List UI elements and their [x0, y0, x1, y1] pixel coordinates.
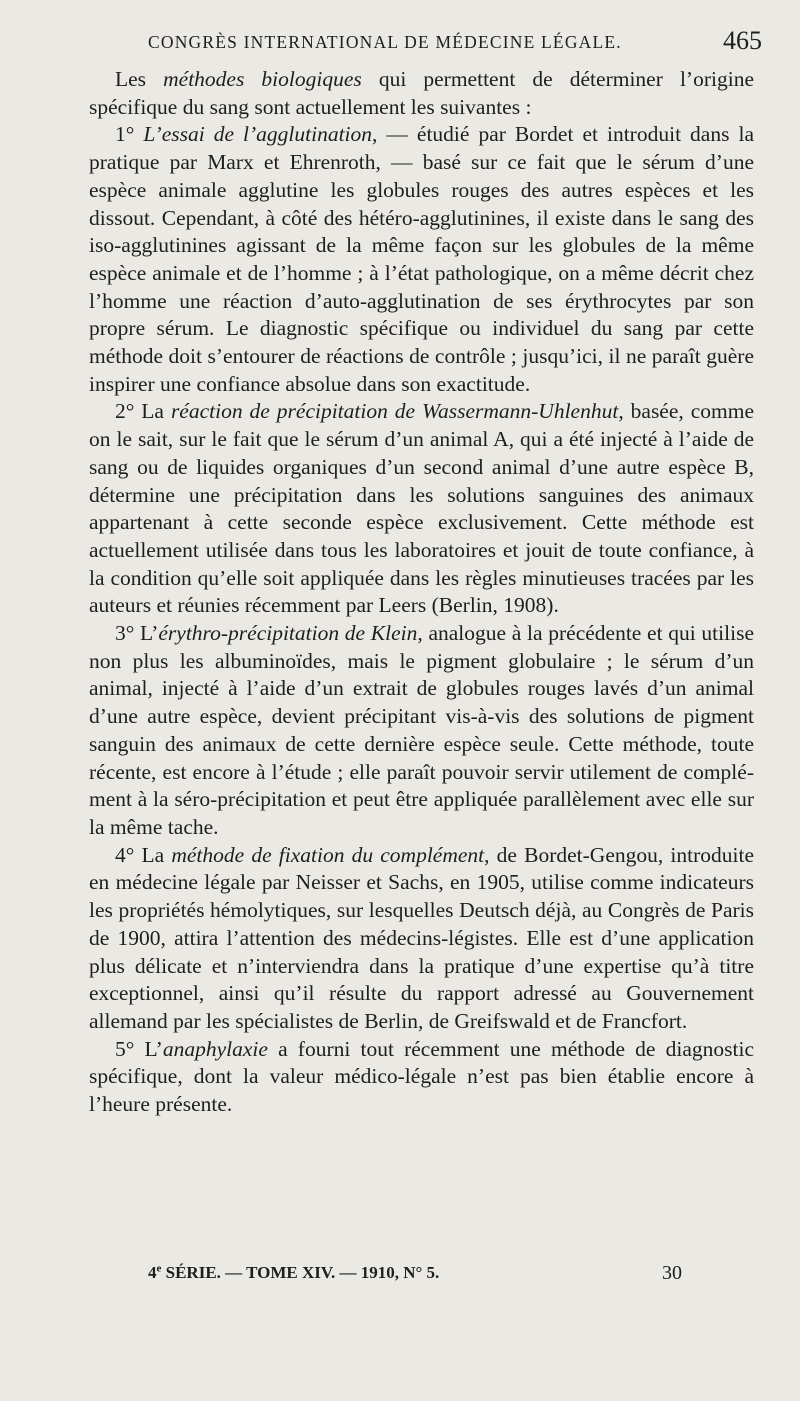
intro-paragraph: Les méthodes biologiques qui permettent de déterminer l’origine spécifique du sang sont actuellement les suivantes : [89, 67, 754, 119]
paragraph-agglutination: 1° L’essai de l’agglutination, — étudié par Bordet et introduit dans la pratique par Marx et Ehrenroth, — basé sur ce fait que le sérum d’une espèce animale agglutine les globules rouges des autres espèces et les dissout. Cependant, à côté des hétéro-agglutinines, il existe dans le sang des iso-agglutinines agissant de la même façon sur les globules de la même espèce animale et de l’homme ; à l’état pathologique, on a même décrit chez l’homme une réaction d’auto-agglutination de ses érythrocytes par son propre sérum. Le diagnostic spécifique ou individuel du sang par cette méthode doit s’entourer de réactions de contrôle ; jusqu’ici, il ne paraît guère inspirer une confiance absolue dans son exactitude. [89, 122, 754, 396]
running-header [148, 26, 762, 62]
sheet-number: 30 [662, 1262, 682, 1284]
paragraph-fixation-complement: 4° La méthode de fixation du complément, de Bordet-Gengou, introduite en médecine légale par Neisser et Sachs, en 1905, utilise comme indicateurs les propriétés hémolytiques, sur lesquelles Deutsch déjà, au Congrès de Paris de 1900, attira l’attention des médecins-légistes. Elle est d’une application plus délicate et n’interviendra dans la pratique d’une expertise qu’à titre exceptionnel, ainsi qu’il résulte du rapport adressé au Gouvernement allemand par les spécialistes de Berlin, de Greifswald et de Francfort. [89, 842, 754, 1033]
running-title: CONGRÈS INTERNATIONAL DE MÉDECINE LÉGALE. [148, 32, 622, 52]
series-info: 4e SÉRIE. — TOME XIV. — 1910, N° 5. [148, 1262, 440, 1282]
paragraph-anaphylaxie: 5° L’anaphylaxie a fourni tout récemment une méthode de diagnostic spécifique, dont la valeur médico-légale n’est pas bien établie encore à l’heure présente. [89, 1036, 755, 1117]
page-number: 465 [723, 26, 762, 55]
paragraph-erythro-precipitation: 3° L’érythro-précipitation de Klein, analogue à la précédente et qui utilise non plus les albuminoïdes, mais le pigment globulaire ; le sérum d’un animal, injecté à l’aide d’un extrait de globules rouges lavés d’un animal d’une autre espèce, devient précipitant vis-à-vis des solutions de pigment sanguin des animaux de cette dernière espèce seule. Cette méthode, toute récente, est encore à l’étude ; elle paraît pouvoir servir utilement de complément à la séro-précipitation et peut être appliquée parallèlement avec elle sur la même tache. [89, 621, 754, 839]
paragraph-precipitation: 2° La réaction de précipitation de Wassermann-Uhlenhut, basée, comme on le sait, sur le fait que le sérum d’un animal A, qui a été injecté à l’aide de sang ou de liquides organiques d’un second animal d’une autre espèce B, détermine une précipitation dans les solutions sanguines des animaux appartenant à cette seconde espèce exclusivement. Cette méthode est actuellement utilisée dans tous les laboratoires et jouit de toute confiance, à la condition qu’elle soit appliquée dans les règles minutieuses tracées par les auteurs et réunies récemment par Leers (Berlin, 1908). [89, 399, 755, 618]
body-text [89, 66, 754, 1119]
page-footer [148, 1262, 682, 1288]
